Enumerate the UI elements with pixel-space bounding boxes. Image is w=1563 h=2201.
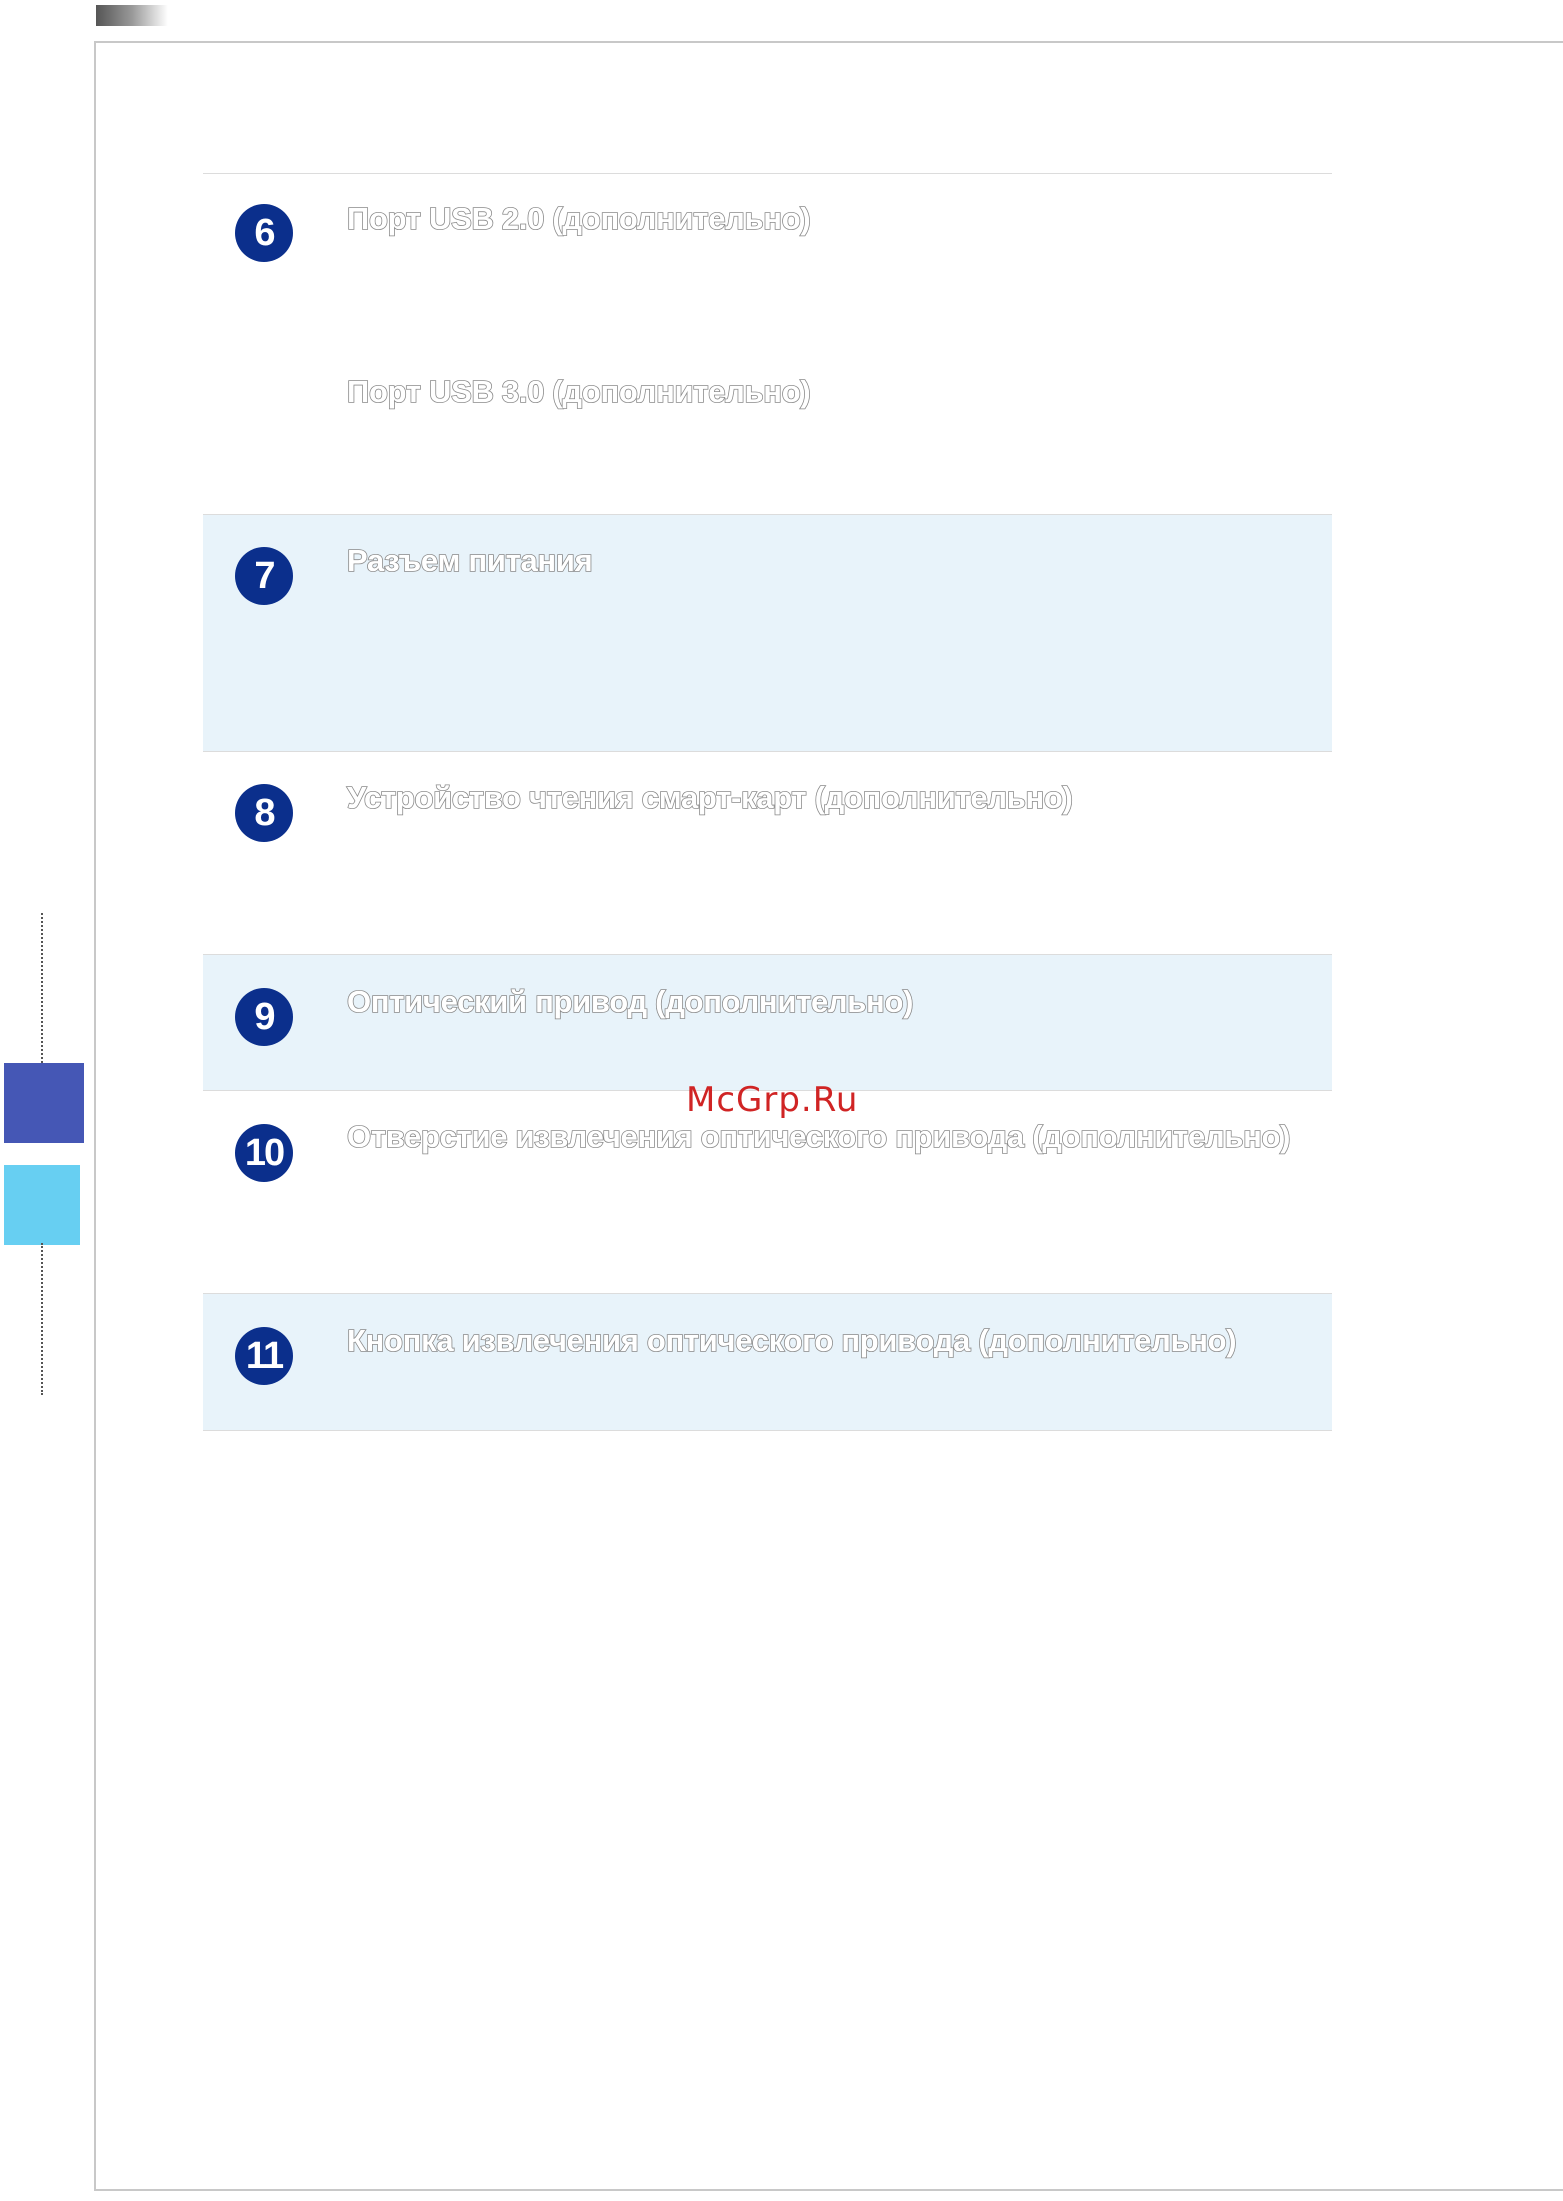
item-number-badge: 9 [235, 988, 293, 1046]
item-title: Оптический привод (дополнительно) [347, 984, 914, 1019]
side-chapter-tab-dark [4, 1063, 84, 1143]
item-number-badge: 7 [235, 547, 293, 605]
item-title: Разъем питания [347, 543, 593, 578]
watermark: McGrp.Ru [686, 1080, 859, 1120]
item-number-badge: 10 [235, 1124, 293, 1182]
item-title: Отверстие извлечения оптического привода (дополнительно) [347, 1119, 1291, 1154]
table-row-7 [203, 515, 1332, 752]
item-title: Кнопка извлечения оптического привода (дополнительно) [347, 1323, 1237, 1358]
item-title: Устройство чтения смарт-карт (дополнительно) [347, 780, 1073, 815]
item-number-badge: 8 [235, 784, 293, 842]
item-number-badge: 11 [235, 1327, 293, 1385]
side-dotted-line-bottom [41, 1243, 43, 1395]
header-gradient-bar [96, 5, 168, 26]
table-row-6 [203, 174, 1332, 515]
table-row-10 [203, 1091, 1332, 1294]
side-dotted-line-top [41, 913, 43, 1063]
item-title: Порт USB 2.0 (дополнительно) [347, 201, 811, 236]
table-row-9 [203, 955, 1332, 1091]
item-title: Порт USB 3.0 (дополнительно) [347, 374, 811, 409]
side-chapter-tab-light [4, 1165, 80, 1245]
item-number-badge: 6 [235, 204, 293, 262]
table-row-8 [203, 752, 1332, 955]
table-row-11 [203, 1294, 1332, 1431]
